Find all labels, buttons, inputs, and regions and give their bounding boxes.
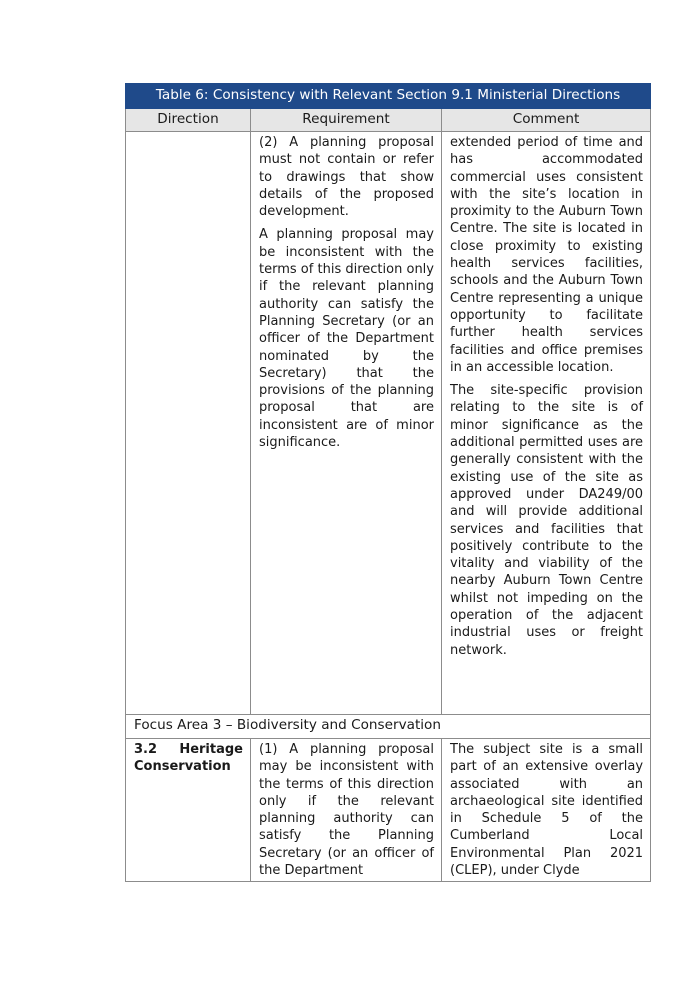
direction-text <box>126 132 250 136</box>
focus-area-row <box>126 715 651 739</box>
table-title-row <box>126 84 651 109</box>
table-row <box>126 739 651 882</box>
requirement-cell <box>251 739 442 882</box>
table-title: Table 6: Consistency with Relevant Section 9.1 Ministerial Directions <box>126 84 651 109</box>
comment-paragraph: The site-specific provision relating to the site is of minor significance as the additional permitted uses are generally consistent with the existing use of the site as approved under DA249/00 and will provide additional services and facilities that positively contribute to the vitality and viability of the nearby Auburn Town Centre whilst not impeding on the operation of the adjacent industrial uses or freight network. <box>450 383 644 658</box>
requirement-paragraph: (1) A planning proposal may be inconsistent with the terms of this direction only if the relevant planning authority can satisfy the Planning Secretary (or an officer of the Department <box>259 742 434 879</box>
ministerial-directions-table <box>125 83 651 882</box>
comment-paragraph: The subject site is a small part of an extensive overlay associated with an archaeological site identified in Schedule 5 of the Cumberland Local Environmental Plan 2021 (CLEP), under Clyde <box>450 742 644 879</box>
comment-paragraph: extended period of time and has accommodated commercial uses consistent with the site’s location in proximity to the Auburn Town Centre. The site is located in close proximity to existing health services facilities, schools and the Auburn Town Centre representing a unique opportunity to facilitate further health services facilities and office premises in an accessible location. <box>450 135 644 375</box>
header-direction: Direction <box>126 109 251 132</box>
table-header-row <box>126 109 651 132</box>
header-requirement: Requirement <box>251 109 442 132</box>
focus-area-heading: Focus Area 3 – Biodiversity and Conservation <box>126 715 651 739</box>
table-row <box>126 132 651 715</box>
requirement-cell <box>251 132 442 715</box>
direction-cell <box>126 132 251 715</box>
comment-cell <box>442 132 651 715</box>
requirement-paragraph: A planning proposal may be inconsistent with the terms of this direction only if the relevant planning authority can satisfy the Planning Secretary (or an officer of the Department nominated by the Secretary) that the provisions of the planning proposal that are inconsistent are of minor significance. <box>259 227 434 451</box>
comment-cell <box>442 739 651 882</box>
header-comment: Comment <box>442 109 651 132</box>
direction-cell <box>126 739 251 882</box>
requirement-paragraph: (2) A planning proposal must not contain or refer to drawings that show details of the proposed development. <box>259 135 434 220</box>
direction-label: 3.2 Heritage Conservation <box>134 742 243 775</box>
